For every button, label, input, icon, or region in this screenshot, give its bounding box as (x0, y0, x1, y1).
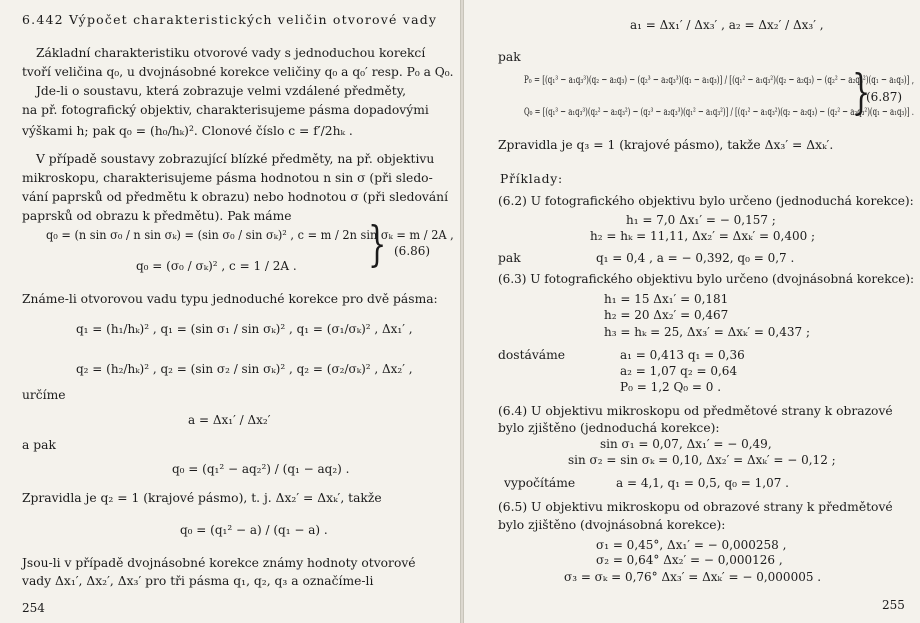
example-6-2-row1: h₁ = 7,0 Δx₁′ = − 0,157 ; (626, 213, 776, 227)
label-urcime: určíme (22, 388, 66, 402)
para1-line3: Jde-li o soustavu, která zobrazuje velmi vzdálené předměty, (36, 84, 406, 98)
example-6-2-label: pak (498, 251, 521, 265)
right-brace: } (368, 216, 387, 272)
right-page (464, 0, 920, 623)
para5-line2: vady Δx₁′, Δx₂′, Δx₃′ pro tři pásma q₁, q₂, q₃ a označíme-li (22, 574, 374, 588)
equation-Q0: Q₀ = [(q₁³ − a₁q₃³)(q₂² − a₂q₃²) − (q₂³ − a₂q₃³)(q₁² − a₁q₃²)] / [(q₁² − a₁q₃²)(q₂ − a₂q₃) − (q₂² − a₂q₃²)(q₁ − a₁q₃)] . (524, 106, 914, 118)
label-apak: a pak (22, 438, 56, 452)
equation-q0: q₀ = (q₁² − aq₂²) / (q₁ − aq₂) . (172, 462, 350, 476)
para2-line1: V případě soustavy zobrazující blízké předměty, na př. objektivu (36, 152, 435, 166)
example-6-3-row3: h₃ = hₖ = 25, Δx₃′ = Δxₖ′ = 0,437 ; (604, 325, 810, 339)
equation-6-86-line2: q₀ = (σ₀ / σₖ)² , c = 1 / 2A . (136, 259, 297, 273)
example-6-2-title: (6.2) U fotografického objektivu bylo určeno (jednoduchá korekce): (498, 194, 914, 208)
q1-row: q₁ = (h₁/hₖ)² , q₁ = (sin σ₁ / sin σₖ)² , q₁ = (σ₁/σₖ)² , Δx₁′ , (76, 322, 413, 336)
para5-line1: Jsou-li v případě dvojnásobné korekce známy hodnoty otvorové (22, 556, 416, 570)
example-6-3-row1: h₁ = 15 Δx₁′ = 0,181 (604, 292, 729, 306)
example-6-3-res3: P₀ = 1,2 Q₀ = 0 . (620, 380, 722, 394)
example-6-5-row2: σ₂ = 0,64° Δx₂′ = − 0,000126 , (596, 553, 783, 567)
right-brace-6-87: } (852, 64, 871, 120)
para4: Zpravidla je q₂ = 1 (krajové pásmo), t. j. Δx₂′ = Δxₖ′, takže (22, 491, 382, 505)
equation-P0: P₀ = [(q₁³ − a₁q₃³)(q₂ − a₂q₃) − (q₂³ − a₂q₃³)(q₁ − a₁q₃)] / [(q₁² − a₁q₃²)(q₂ − a₂q₃) − (q₂² − a₂q₃²)(q₁ − a₁q₃)] , (524, 74, 914, 86)
equation-number-6-87: (6.87) (866, 90, 903, 104)
section-heading: 6.442 Výpočet charakteristických veličin otvorové vady (22, 12, 438, 27)
example-6-5-row1: σ₁ = 0,45°, Δx₁′ = − 0,000258 , (596, 538, 787, 552)
label-pak: pak (498, 50, 521, 64)
example-6-3-row2: h₂ = 20 Δx₂′ = 0,467 (604, 308, 729, 322)
example-6-4-row1: sin σ₁ = 0,07, Δx₁′ = − 0,49, (600, 437, 772, 451)
example-6-4-title-line1: (6.4) U objektivu mikroskopu od předmětové strany k obrazové (498, 404, 893, 418)
example-6-2-row2: h₂ = hₖ = 11,11, Δx₂′ = Δxₖ′ = 0,400 ; (590, 229, 816, 243)
example-6-5-title-line2: bylo zjištěno (dvojnásobná korekce): (498, 518, 726, 532)
example-6-3-title: (6.3) U fotografického objektivu bylo určeno (dvojnásobná korekce): (498, 272, 915, 286)
para2-line2: mikroskopu, charakterisujeme pásma hodnotou n sin σ (při sledo- (22, 171, 433, 185)
page-number-left: 254 (22, 601, 45, 615)
para3: Známe-li otvorovou vadu typu jednoduché korekce pro dvě pásma: (22, 292, 438, 306)
example-6-3-label: dostáváme (498, 348, 566, 362)
example-6-5-title-line1: (6.5) U objektivu mikroskopu od obrazové strany k předmětové (498, 500, 893, 514)
para1-line2: tvoří veličina q₀, u dvojnásobné korekce veličiny q₀ a q₀′ resp. P₀ a Q₀. (22, 65, 454, 79)
para1-line1: Základní charakteristiku otvorové vady s jednoduchou korekcí (36, 46, 426, 60)
example-6-4-row2: sin σ₂ = sin σₖ = 0,10, Δx₂′ = Δxₖ′ = − 0,12 ; (568, 453, 836, 467)
equation-a1-a2: a₁ = Δx₁′ / Δx₃′ , a₂ = Δx₂′ / Δx₃′ , (630, 18, 824, 32)
example-6-4-title-line2: bylo zjištěno (jednoduchá korekce): (498, 421, 720, 435)
equation-6-86-line1: q₀ = (n sin σ₀ / n sin σₖ) = (sin σ₀ / sin σₖ)² , c = m / 2n sin σₖ = m / 2A , (46, 228, 454, 242)
example-6-5-row3: σ₃ = σₖ = 0,76° Δx₃′ = Δxₖ′ = − 0,000005 . (564, 570, 822, 584)
page-number-right: 255 (882, 598, 905, 612)
para2-line4: paprsků od obrazu k předmětu). Pak máme (22, 209, 292, 223)
para1-line4: na př. fotografický objektiv, charakterisujeme pásma dopadovými (22, 103, 429, 117)
q2-row: q₂ = (h₂/hₖ)² , q₂ = (sin σ₂ / sin σₖ)² , q₂ = (σ₂/σₖ)² , Δx₂′ , (76, 362, 413, 376)
example-6-4-result: a = 4,1, q₁ = 0,5, q₀ = 1,07 . (616, 476, 789, 490)
equation-number: (6.86) (394, 244, 431, 258)
examples-title: Příklady: (500, 172, 563, 186)
para-zpravidla: Zpravidla je q₃ = 1 (krajové pásmo), takže Δx₃′ = Δxₖ′. (498, 138, 834, 152)
equation-q0-simplified: q₀ = (q₁² − a) / (q₁ − a) . (180, 523, 328, 537)
para1-line5: výškami h; pak q₀ = (h₀/hₖ)². Clonové číslo c = f′/2hₖ . (22, 124, 353, 138)
example-6-4-label: vypočítáme (504, 476, 576, 490)
equation-a: a = Δx₁′ / Δx₂′ (188, 413, 271, 427)
example-6-3-res1: a₁ = 0,413 q₁ = 0,36 (620, 348, 745, 362)
example-6-3-res2: a₂ = 1,07 q₂ = 0,64 (620, 364, 738, 378)
para2-line3: vání paprsků od předmětu k obrazu) nebo hodnotou σ (při sledování (22, 190, 449, 204)
example-6-2-result: q₁ = 0,4 , a = − 0,392, q₀ = 0,7 . (596, 251, 795, 265)
